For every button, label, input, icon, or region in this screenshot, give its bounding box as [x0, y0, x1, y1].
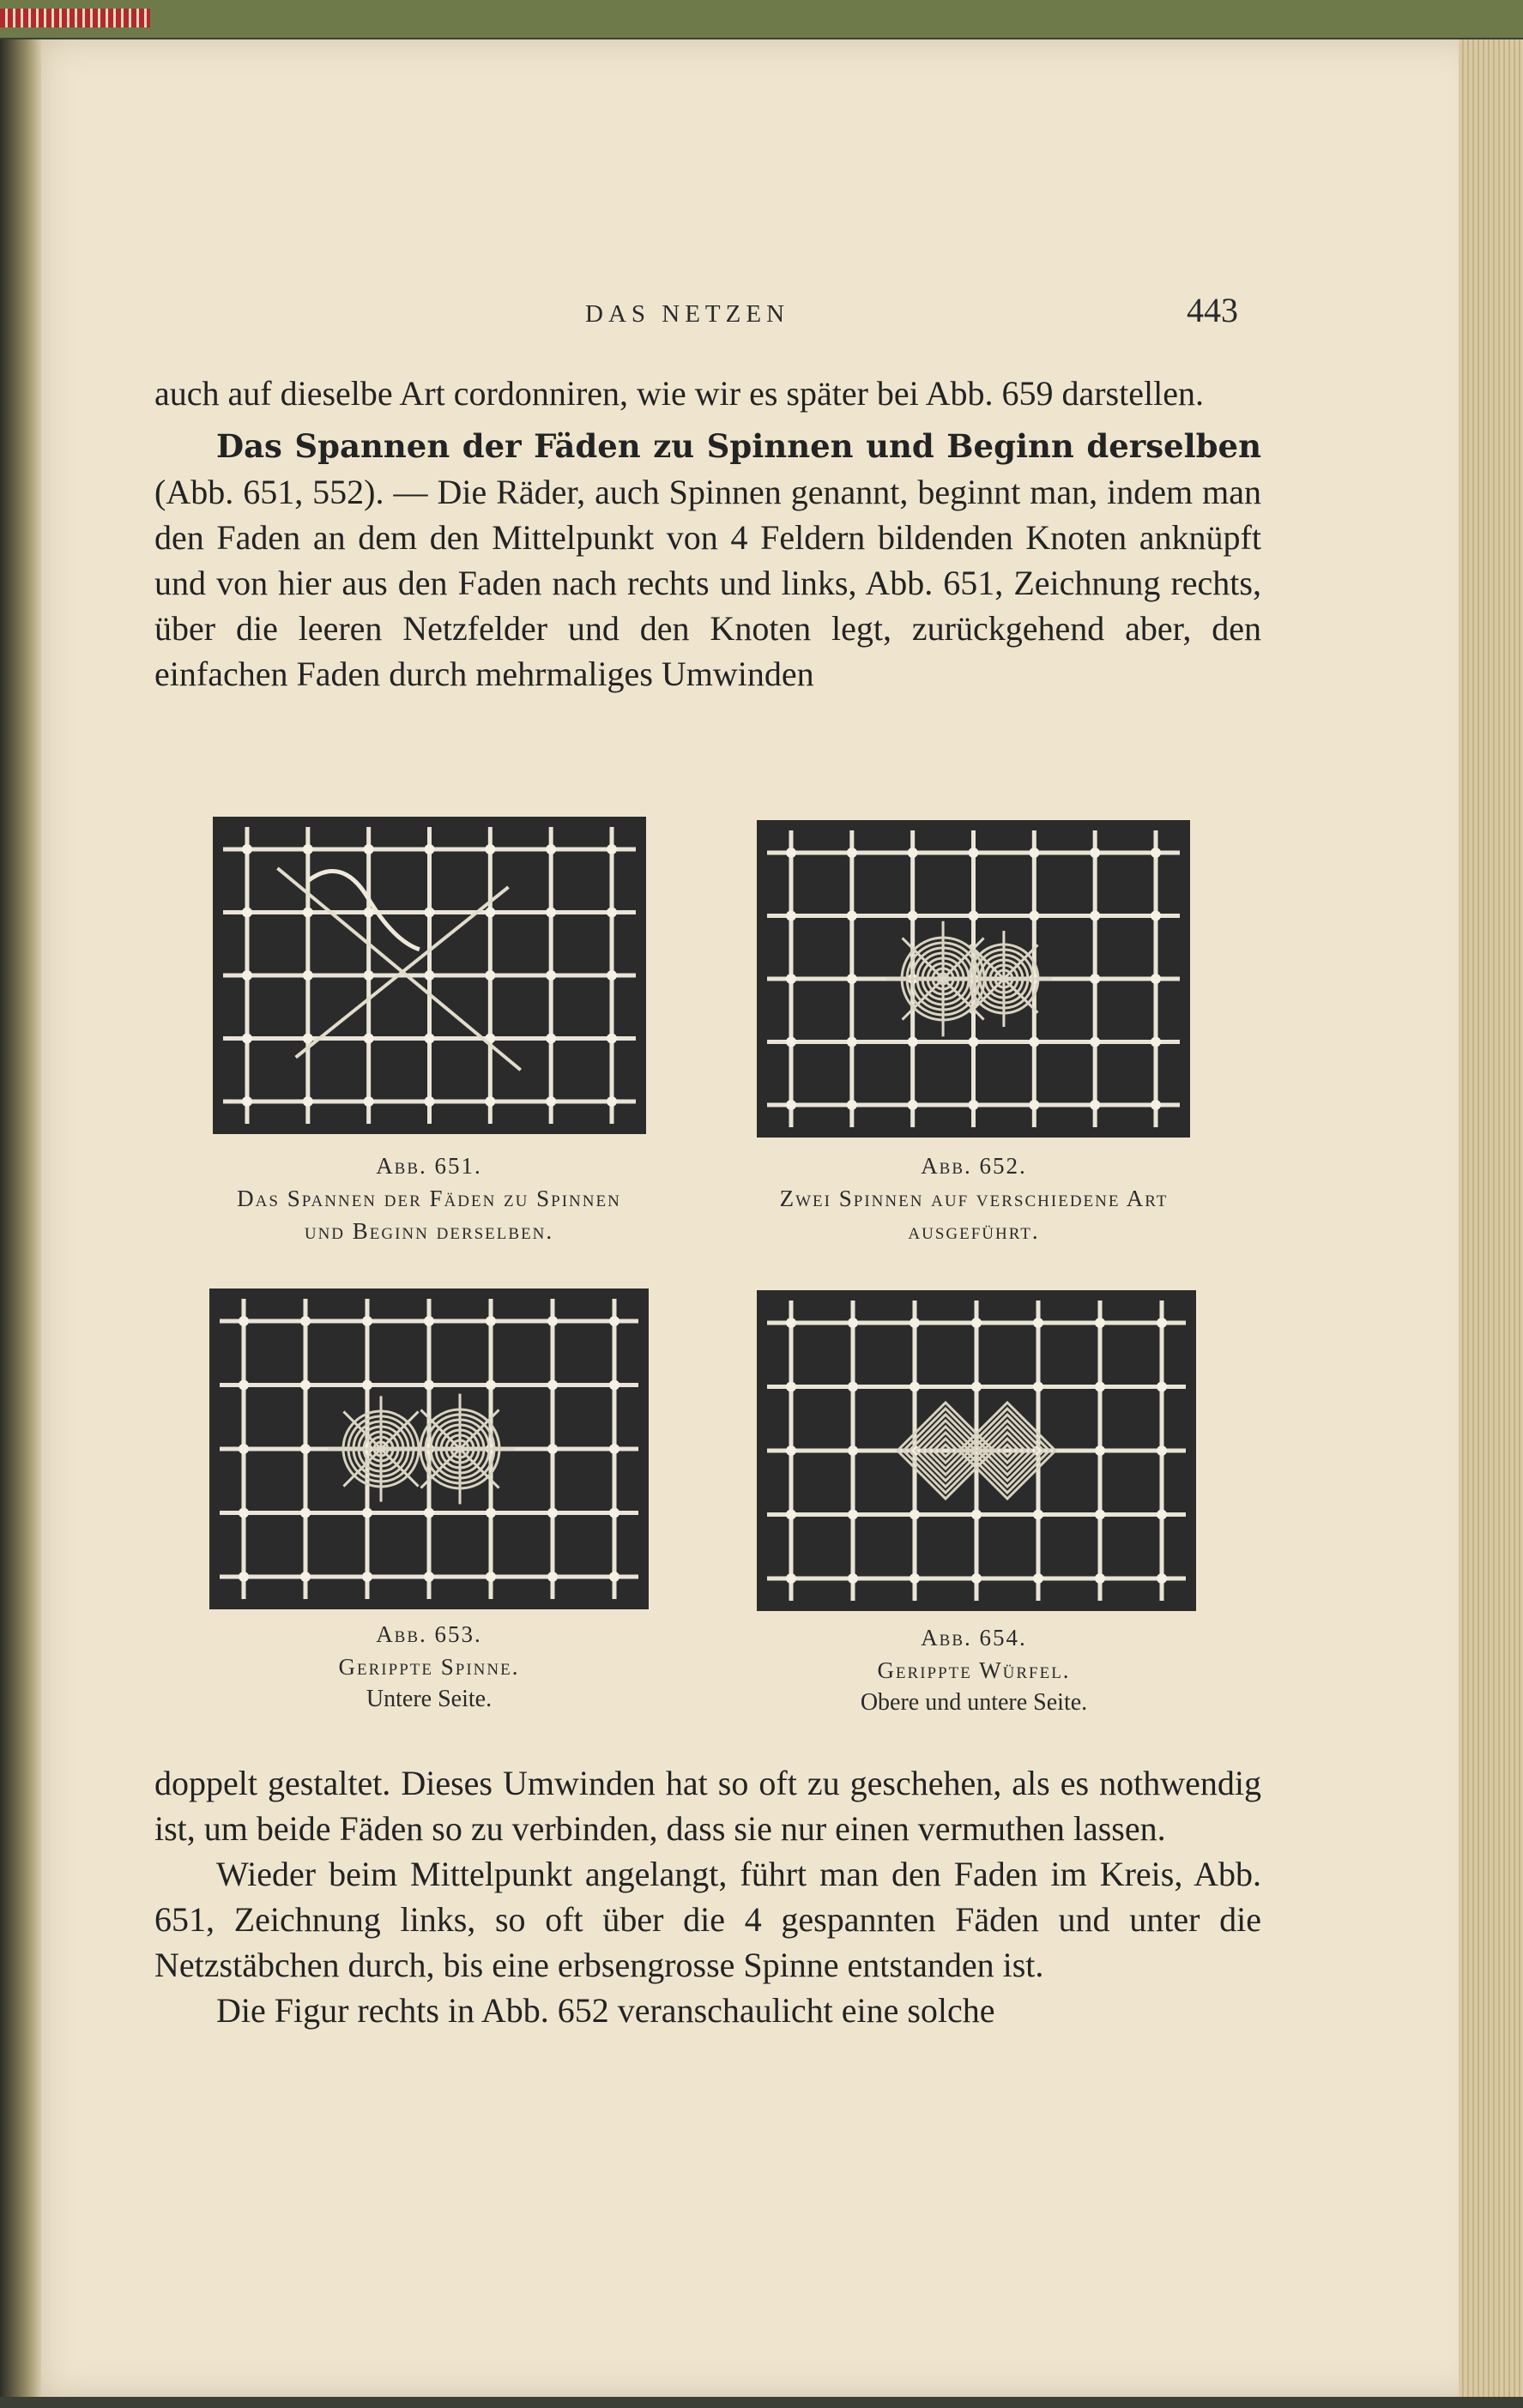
- net-knot: [1090, 1100, 1100, 1110]
- net-knot: [1095, 1510, 1105, 1520]
- net-knot: [847, 911, 857, 921]
- net-knot: [1033, 1382, 1043, 1392]
- net-knot: [848, 1510, 858, 1520]
- net-knot: [424, 1380, 434, 1391]
- net-knot: [1095, 1382, 1105, 1392]
- netting-illustration-653: [209, 1288, 649, 1609]
- net-knot: [485, 1096, 495, 1107]
- figure-653-image: [209, 1288, 649, 1609]
- net-knot: [847, 848, 857, 858]
- net-knot: [546, 970, 556, 981]
- net-knot: [609, 1316, 619, 1326]
- net-knot: [242, 908, 252, 918]
- page-number: 443: [1187, 291, 1238, 329]
- net-knot: [848, 1445, 858, 1456]
- net-knot: [969, 1037, 979, 1047]
- caption-651-line2: und Beginn derselben.: [304, 1218, 554, 1244]
- net-knot: [786, 1573, 796, 1584]
- net-knot: [300, 1316, 311, 1326]
- paragraph-3: doppelt gestaltet. Dieses Umwinden hat so oft zu geschehen, als es nothwendig ist, um beide Fäden so zu verbinden, dass sie nur einen vermuthen lassen.: [154, 1764, 1261, 1848]
- net-knot: [242, 1034, 252, 1044]
- caption-654-line1: Gerippte Würfel.: [877, 1657, 1071, 1683]
- net-knot: [425, 908, 435, 918]
- net-knot: [1095, 1318, 1105, 1328]
- caption-653-line1: Gerippte Spinne.: [338, 1654, 520, 1680]
- figure-651-image: [213, 817, 646, 1134]
- net-knot: [786, 1037, 796, 1047]
- caption-653-number: Abb. 653.: [376, 1621, 482, 1647]
- net-knot: [1151, 1100, 1161, 1110]
- net-knot: [1029, 911, 1039, 921]
- net-knot: [971, 1382, 982, 1392]
- net-knot: [364, 1096, 374, 1107]
- net-knot: [362, 1508, 372, 1518]
- net-knot: [547, 1316, 558, 1326]
- net-knot: [607, 908, 617, 918]
- net-knot: [300, 1508, 311, 1518]
- figure-652-image: [757, 820, 1190, 1138]
- net-knot: [908, 848, 918, 858]
- net-knot: [303, 970, 313, 981]
- net-knot: [239, 1380, 249, 1391]
- net-knot: [546, 1034, 556, 1044]
- book-cover-edge: [0, 0, 1523, 38]
- net-knot: [971, 1573, 982, 1584]
- net-knot: [1090, 848, 1100, 858]
- paragraph-1: auch auf dieselbe Art cordonniren, wie wir es später bei Abb. 659 darstellen.: [154, 374, 1204, 413]
- net-knot: [971, 1510, 982, 1520]
- net-knot: [848, 1318, 858, 1328]
- net-knot: [364, 844, 374, 854]
- caption-651-number: Abb. 651.: [376, 1153, 482, 1179]
- netting-illustration-652: [757, 820, 1190, 1138]
- net-knot: [300, 1380, 311, 1391]
- net-knot: [1095, 1445, 1105, 1456]
- caption-653-subtitle: Untere Seite.: [366, 1686, 493, 1712]
- net-knot: [847, 1100, 857, 1110]
- net-knot: [239, 1508, 249, 1518]
- net-knot: [486, 1380, 496, 1391]
- caption-654-subtitle: Obere und untere Seite.: [860, 1689, 1088, 1716]
- net-knot: [786, 1445, 796, 1456]
- net-knot: [546, 1096, 556, 1107]
- net-knot: [242, 970, 252, 981]
- net-knot: [485, 844, 495, 854]
- net-knot: [971, 1318, 982, 1328]
- net-knot: [486, 1572, 496, 1582]
- net-knot: [485, 970, 495, 981]
- net-knot: [362, 1380, 372, 1391]
- net-knot: [1033, 1318, 1043, 1328]
- net-knot: [910, 1510, 920, 1520]
- figure-654-image: [757, 1290, 1196, 1611]
- net-knot: [910, 1382, 920, 1392]
- net-knot: [242, 844, 252, 854]
- net-knot: [1095, 1573, 1105, 1584]
- net-knot: [786, 1318, 796, 1328]
- section-heading: Das Spannen der Fäden zu Spinnen und Beginn derselben: [216, 427, 1261, 465]
- net-knot: [424, 1572, 434, 1582]
- net-knot: [1157, 1510, 1167, 1520]
- net-knot: [424, 1316, 434, 1326]
- net-knot: [786, 848, 796, 858]
- net-knot: [425, 970, 435, 981]
- net-knot: [786, 1382, 796, 1392]
- book-spine-shadow: [0, 39, 41, 2397]
- net-knot: [786, 1510, 796, 1520]
- net-knot: [609, 1444, 619, 1454]
- netting-illustration-654: [757, 1290, 1196, 1611]
- net-knot: [425, 1096, 435, 1107]
- net-knot: [848, 1573, 858, 1584]
- net-knot: [303, 908, 313, 918]
- text-block-bottom: [154, 1760, 1261, 2033]
- caption-652-line1: Zwei Spinnen auf verschiedene Art: [779, 1186, 1169, 1211]
- net-knot: [910, 1318, 920, 1328]
- net-knot: [1029, 1100, 1039, 1110]
- net-knot: [1157, 1445, 1167, 1456]
- net-knot: [1033, 1510, 1043, 1520]
- net-knot: [607, 1034, 617, 1044]
- caption-652-line2: ausgeführt.: [908, 1218, 1040, 1244]
- net-knot: [1029, 1037, 1039, 1047]
- net-knot: [239, 1572, 249, 1582]
- net-knot: [239, 1316, 249, 1326]
- net-knot: [908, 911, 918, 921]
- net-knot: [607, 970, 617, 981]
- net-knot: [424, 1508, 434, 1518]
- net-knot: [969, 848, 979, 858]
- net-knot: [786, 1100, 796, 1110]
- net-knot: [486, 1508, 496, 1518]
- net-knot: [364, 970, 374, 981]
- caption-652: [699, 1150, 1248, 1247]
- net-knot: [300, 1572, 311, 1582]
- net-knot: [848, 1382, 858, 1392]
- net-knot: [1090, 1037, 1100, 1047]
- paragraph-2-text: (Abb. 651, 552). — Die Räder, auch Spinnen genannt, beginnt man, indem man den Faden an dem den Mittelpunkt von 4 Feldern bildenden Knoten anknüpft und von hier aus den Faden nach rechts und links, Abb. 651, Zeichnung rechts, über die leeren Netzfelder und den Knoten legt, zurückgehend aber, den einfachen Faden durch mehrmaliges Umwinden: [154, 473, 1261, 693]
- caption-651: [154, 1150, 704, 1247]
- text-block-top: [154, 371, 1261, 697]
- net-knot: [786, 911, 796, 921]
- caption-651-line1: Das Spannen der Fäden zu Spinnen: [237, 1186, 621, 1211]
- net-knot: [1151, 974, 1161, 984]
- net-knot: [1090, 974, 1100, 984]
- net-knot: [910, 1573, 920, 1584]
- caption-652-number: Abb. 652.: [921, 1153, 1027, 1179]
- net-knot: [364, 1034, 374, 1044]
- net-knot: [1157, 1573, 1167, 1584]
- net-knot: [609, 1380, 619, 1391]
- net-knot: [242, 1096, 252, 1107]
- net-knot: [969, 1100, 979, 1110]
- net-knot: [908, 1037, 918, 1047]
- net-knot: [607, 1096, 617, 1107]
- net-knot: [303, 1096, 313, 1107]
- net-knot: [1090, 911, 1100, 921]
- paragraph-5: Die Figur rechts in Abb. 652 veranschaulicht eine solche: [216, 1991, 995, 2030]
- net-knot: [547, 1508, 558, 1518]
- net-knot: [425, 844, 435, 854]
- net-knot: [847, 974, 857, 984]
- net-knot: [239, 1444, 249, 1454]
- net-knot: [609, 1508, 619, 1518]
- net-knot: [786, 974, 796, 984]
- page-edges: [1459, 39, 1523, 2397]
- net-knot: [362, 1572, 372, 1582]
- net-knot: [908, 1100, 918, 1110]
- net-knot: [547, 1572, 558, 1582]
- net-knot: [303, 1034, 313, 1044]
- caption-653: [154, 1618, 704, 1716]
- net-knot: [547, 1444, 558, 1454]
- net-knot: [1151, 848, 1161, 858]
- paragraph-4: Wieder beim Mittelpunkt angelangt, führt man den Faden im Kreis, Abb. 651, Zeichnung links, so oft über die 4 gespannten Fäden und unter die Netzstäbchen durch, bis eine erbsengrosse Spinne entstanden ist.: [154, 1855, 1261, 1984]
- net-knot: [1029, 848, 1039, 858]
- net-knot: [1033, 1573, 1043, 1584]
- net-knot: [362, 1316, 372, 1326]
- net-knot: [1157, 1382, 1167, 1392]
- net-knot: [609, 1572, 619, 1582]
- net-knot: [546, 844, 556, 854]
- net-knot: [547, 1380, 558, 1391]
- net-knot: [969, 911, 979, 921]
- net-knot: [1151, 1037, 1161, 1047]
- net-knot: [1157, 1318, 1167, 1328]
- net-knot: [486, 1316, 496, 1326]
- caption-654: [699, 1621, 1248, 1719]
- net-knot: [303, 844, 313, 854]
- netting-illustration-651: [213, 817, 646, 1134]
- bookmark-ribbon: [0, 9, 150, 27]
- net-knot: [300, 1444, 311, 1454]
- running-head: DAS NETZEN: [585, 300, 790, 328]
- net-knot: [546, 908, 556, 918]
- net-knot: [485, 908, 495, 918]
- net-knot: [607, 844, 617, 854]
- paragraph-2: [154, 423, 1261, 697]
- net-knot: [425, 1034, 435, 1044]
- net-knot: [1151, 911, 1161, 921]
- caption-654-number: Abb. 654.: [921, 1625, 1027, 1651]
- net-knot: [847, 1037, 857, 1047]
